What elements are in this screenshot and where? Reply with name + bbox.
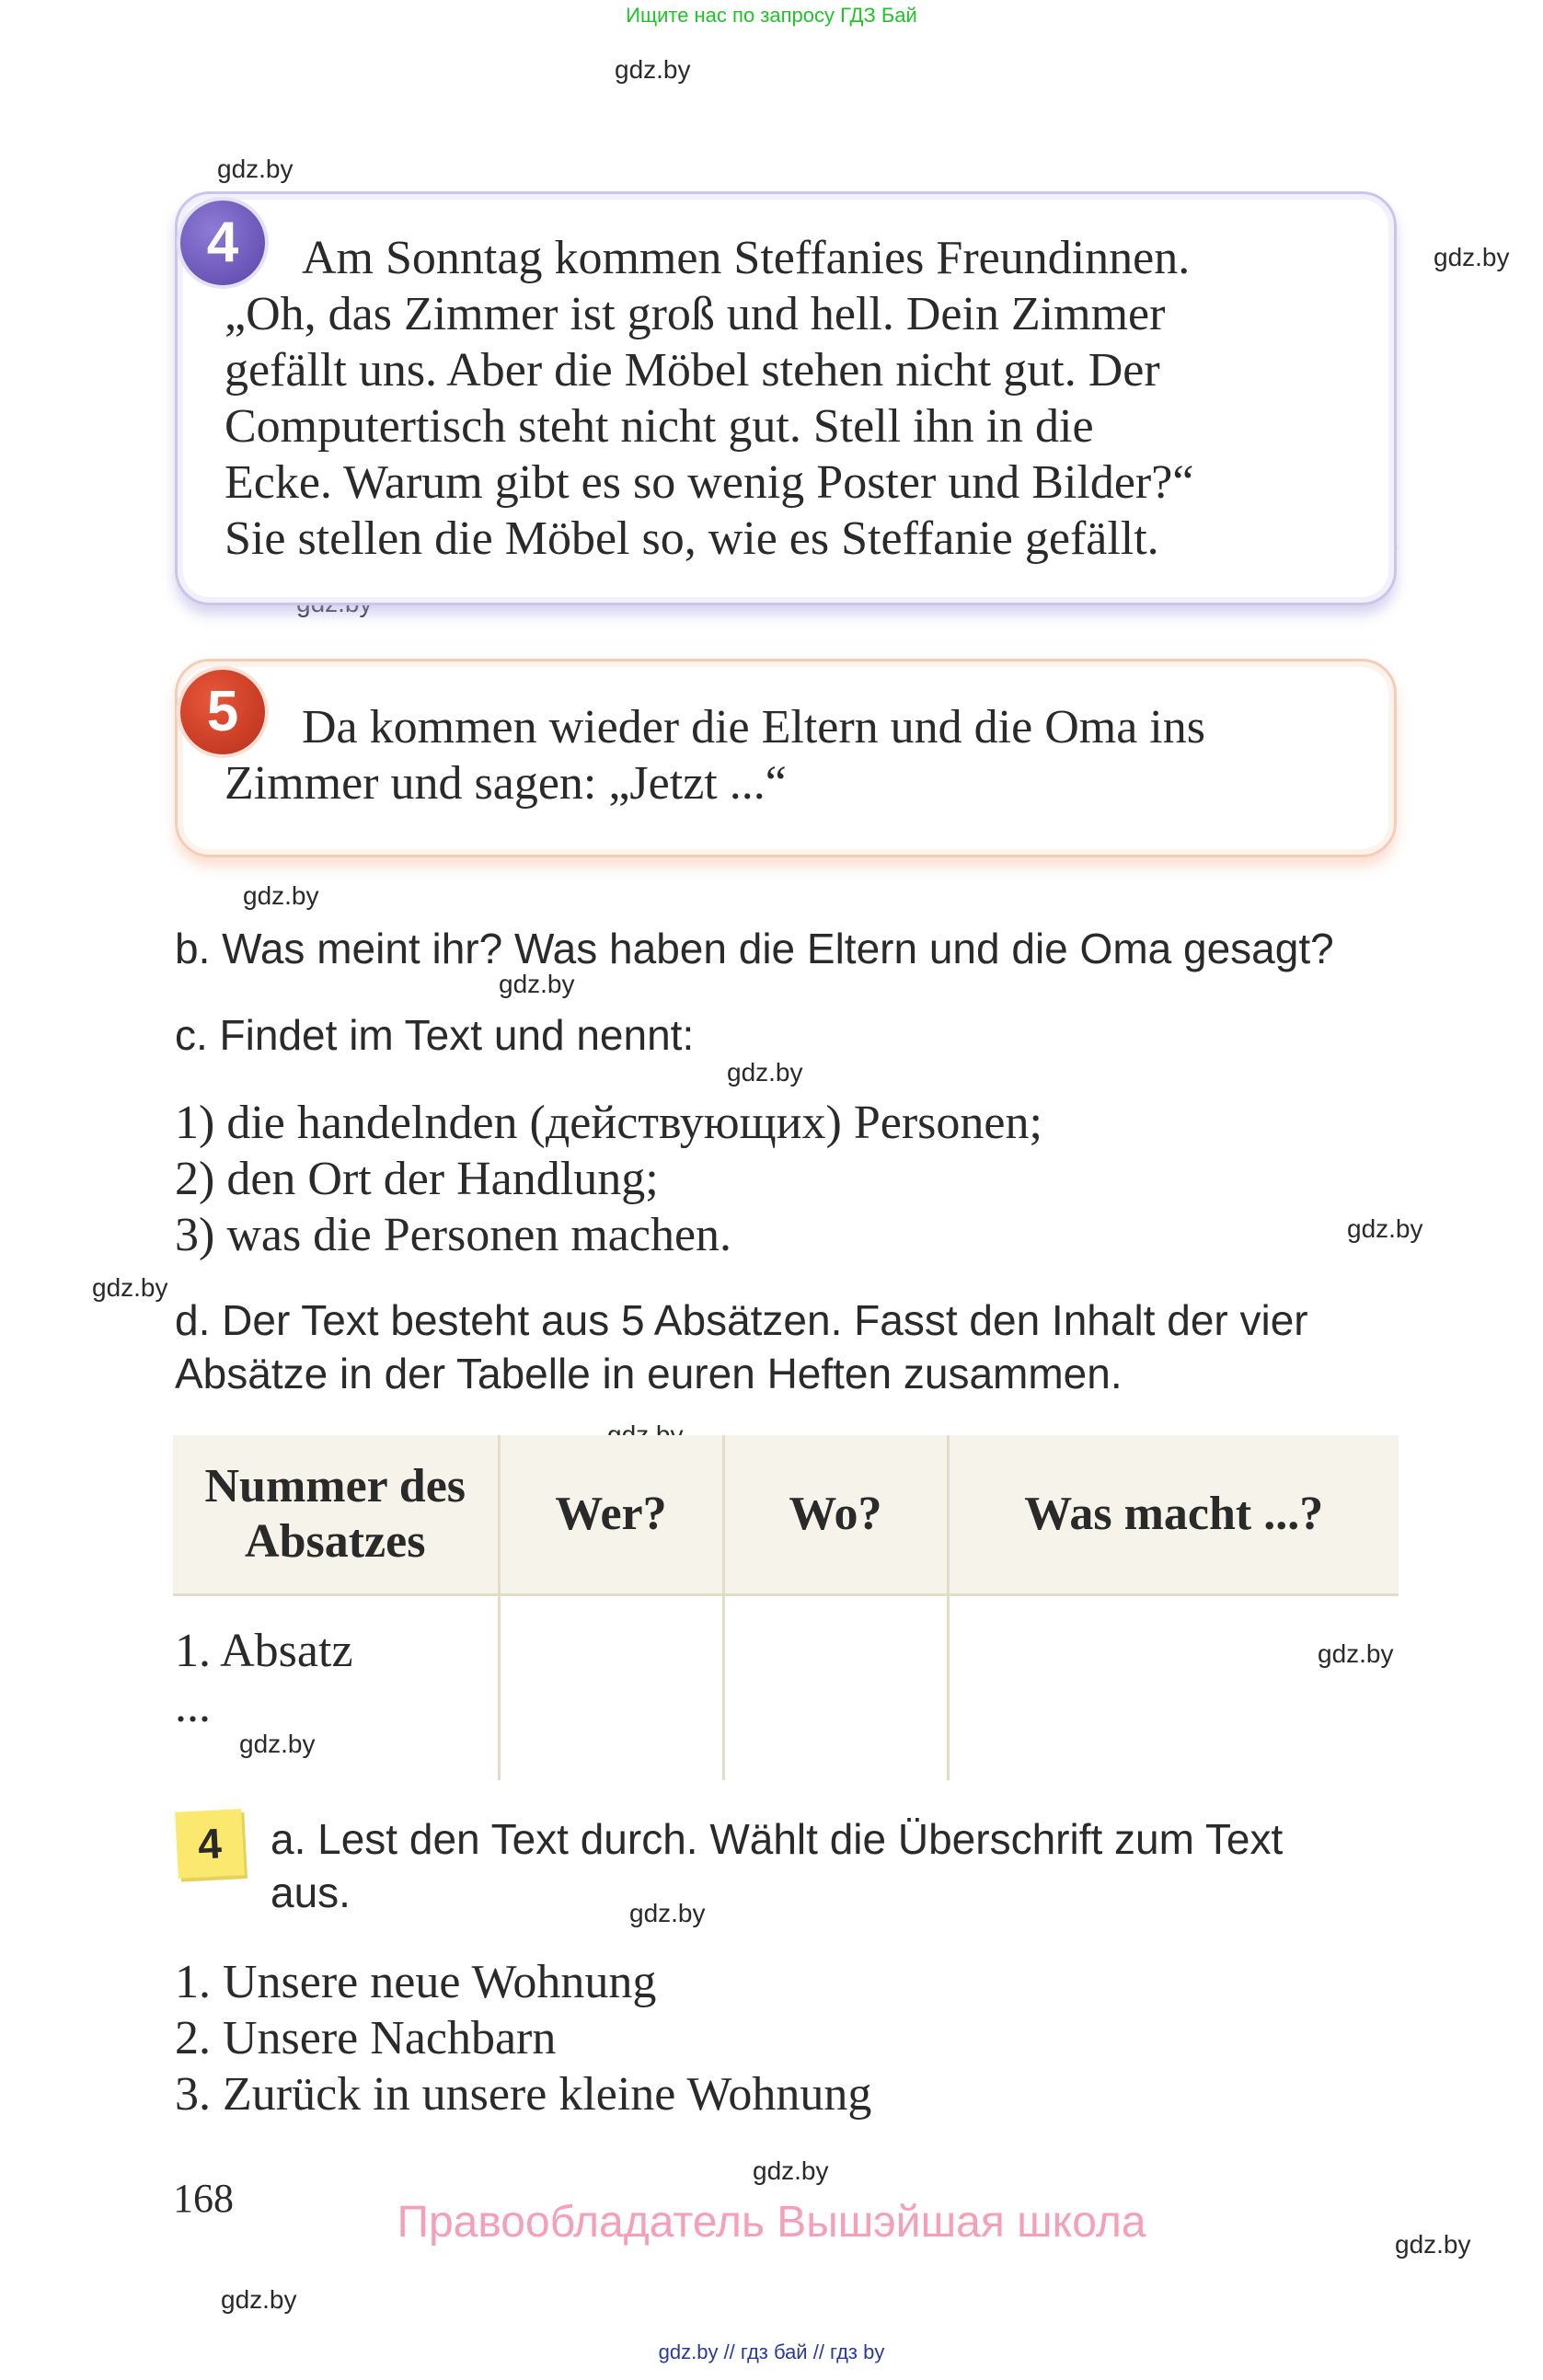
text-line: Am Sonntag kommen Steffanies Freundinnen. (302, 232, 1191, 284)
question-d (175, 1293, 1308, 1400)
watermark: gdz.by (221, 2285, 297, 2314)
table-header-row (173, 1435, 1399, 1595)
search-note: Ищите нас по запросу ГДЗ Бай (626, 4, 917, 27)
column-header: Nummer des Absatzes (173, 1435, 499, 1595)
question-c: c. Findet im Text und nennt: (175, 1011, 695, 1059)
list-item: 2. Unsere Nachbarn (175, 2012, 557, 2064)
watermark: gdz.by (217, 155, 294, 183)
table-cell (723, 1595, 948, 1781)
list-item: 3) was die Personen machen. (175, 1209, 732, 1261)
text-line: Da kommen wieder die Eltern und die Oma ins (302, 701, 1205, 753)
bottom-links: gdz.by // гдз бай // гдз by (658, 2340, 885, 2363)
list-item: 2) den Ort der Handlung; (175, 1153, 659, 1205)
page-number: 168 (173, 2176, 234, 2221)
watermark: gdz.by (629, 1899, 706, 1927)
watermark: gdz.by (1318, 1639, 1394, 1668)
summary-table (173, 1435, 1399, 1780)
watermark: gdz.by (753, 2156, 829, 2185)
text-line: „Oh, das Zimmer ist groß und hell. Dein Zimmer (225, 288, 1166, 340)
watermark: gdz.by (1434, 243, 1510, 271)
question-d-line: Absätze in der Tabelle in euren Heften zusammen. (175, 1350, 1123, 1397)
list-item: 1) die handelnden (действующих) Personen; (175, 1097, 1042, 1149)
watermark: gdz.by (239, 1730, 316, 1758)
column-header: Wo? (723, 1435, 948, 1595)
text-line: Computertisch steht nicht gut. Stell ihn in die (225, 400, 1094, 453)
list-item: 1. Unsere neue Wohnung (175, 1956, 657, 2008)
table-cell (173, 1595, 499, 1781)
table-row (173, 1595, 1399, 1781)
row-label: 1. Absatz (175, 1625, 353, 1677)
table-cell (948, 1595, 1399, 1781)
paragraph-number-badge: 5 (177, 666, 269, 758)
instruction-line: a. Lest den Text durch. Wählt die Überschrift zum Text (271, 1815, 1284, 1863)
watermark: gdz.by (1395, 2230, 1471, 2259)
watermark: gdz.by (1347, 1214, 1423, 1243)
task-number-badge: 4 (175, 1809, 245, 1879)
question-c-list (175, 1095, 1042, 1263)
title-options-list (175, 1954, 871, 2122)
question-b: b. Was meint ihr? Was haben die Eltern und die Oma gesagt? (175, 925, 1334, 972)
paragraph-5-text (225, 699, 1362, 811)
watermark: gdz.by (499, 970, 575, 998)
text-line: Ecke. Warum gibt es so wenig Poster und Bilder?“ (225, 456, 1194, 509)
row-ellipsis: ... (175, 1680, 211, 1732)
column-header: Was macht ...? (948, 1435, 1399, 1595)
watermark: gdz.by (92, 1273, 168, 1302)
copyright-notice: Правообладатель Вышэйшая школа (397, 2198, 1146, 2247)
column-header: Wer? (499, 1435, 723, 1595)
task4-instruction (271, 1812, 1283, 1919)
watermark: gdz.by (727, 1058, 803, 1087)
text-line: Sie stellen die Möbel so, wie es Steffanie gefällt. (225, 512, 1159, 565)
watermark: gdz.by (615, 55, 691, 84)
table-cell (499, 1595, 723, 1781)
paragraph-number-badge: 4 (177, 197, 269, 289)
text-line: Zimmer und sagen: „Jetzt ...“ (225, 757, 787, 810)
instruction-line: aus. (271, 1868, 351, 1916)
paragraph-4-text (225, 230, 1362, 567)
watermark: gdz.by (243, 881, 319, 910)
question-d-line: d. Der Text besteht aus 5 Absätzen. Fasst den Inhalt der vier (175, 1296, 1308, 1344)
text-line: gefällt uns. Aber die Möbel stehen nicht gut. Der (225, 344, 1160, 397)
list-item: 3. Zurück in unsere kleine Wohnung (175, 2068, 872, 2121)
